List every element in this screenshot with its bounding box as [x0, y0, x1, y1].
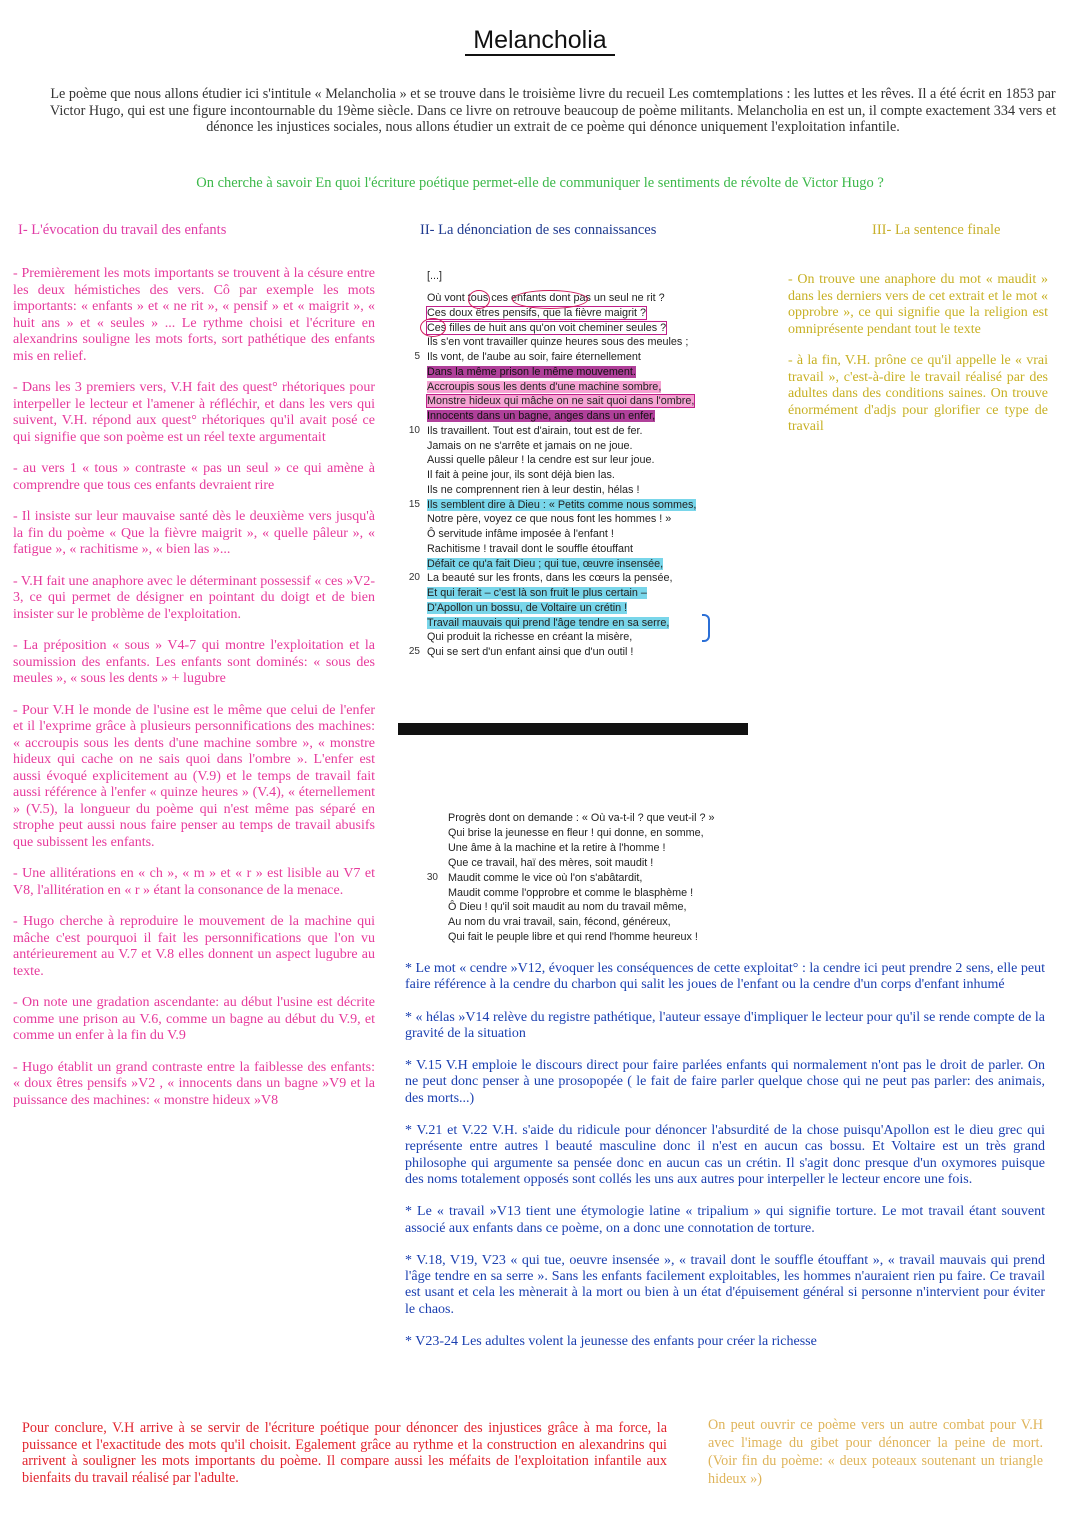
- poem-line: Où vont tous ces enfants dont pas un seul ne rit ?: [427, 292, 665, 304]
- introduction: Le poème que nous allons étudier ici s'intitule « Melancholia » et se trouve dans le troisième livre du recueil Les comtemplations : les luttes et les rêves. Il a été écrit en 1853 par Victor Hugo, qui est une figure incontournable du 19ème siècle. Dans ce livre on retrouve beaucoup de poème militants. Melancholia en est un, il compte exactement 334 vers et dénonce les injustices sociales, nous allons étudier un extrait de ce poème qui dénonce uniquement l'exploitation infantile.: [49, 86, 1057, 135]
- part-1-analysis: [13, 266, 375, 1124]
- poem-extract-1: [404, 270, 764, 670]
- poem-line: Ils ne comprennent rien à leur destin, hélas !: [427, 483, 640, 496]
- poem-line: Innocents dans un bagne, anges dans un enfer,: [427, 410, 656, 422]
- line-number: 20: [408, 572, 420, 584]
- poem-line: Défait ce qu'a fait Dieu ; qui tue, œuvre insensée,: [427, 557, 664, 570]
- analysis-paragraph: - Une allitérations en « ch », « m » et « r » est lisible au V7 et V8, l'allitération en « r » étant la consonance de la menace.: [13, 866, 375, 898]
- poem-line: La beauté sur les fronts, dans les cœurs la pensée,: [427, 572, 673, 585]
- conclusion: Pour conclure, V.H arrive à se servir de l'écriture poétique pour dénoncer des injustices grâce à ma force, la puissance et l'exactitude des mots qu'il choisit. Egalement grâce au rythme et la construction en alexandrins qui arrivent à souligner les mots importants du poème. Il compare aussi les méfaits de l'exploitation infantile aux bienfaits du travail réalisé par l'adulte.: [22, 1420, 667, 1486]
- poem-line: Ils vont, de l'aube au soir, faire éternellement: [427, 351, 641, 363]
- note-paragraph: * V23-24 Les adultes volent la jeunesse des enfants pour créer la richesse: [405, 1334, 817, 1350]
- poem-line: Que ce travail, haï des mères, soit maudit !: [448, 856, 654, 869]
- poem-line: Ils travaillent. Tout est d'airain, tout est de fer.: [427, 424, 643, 437]
- poem-line: Ces doux êtres pensifs, que la fièvre maigrit ?: [427, 306, 647, 319]
- analysis-paragraph: - Pour V.H le monde de l'usine est le même que celui de l'enfer et il l'exprime grâce à plusieurs personnifications des machines: « accroupis sous les dents d'une machine sombre », « monstre hideux qui cache on ne sais quoi dans l'ombre ». L'enfer est aussi évoqué explicitement au (V.9) et le temps de travail fait aussi référence à l'enfer « quinze heures » (V.4), « éternellement » (V.5), la longueur du poème qui n'est même pas séparé en strophe peut aussi nous faire penser au temps de travail abusifs que subissent les enfants.: [13, 702, 375, 850]
- problematic-question: On cherche à savoir En quoi l'écriture poétique permet-elle de communiquer le sentiments de révolte de Victor Hugo ?: [196, 175, 884, 191]
- poem-line: Ô Dieu ! qu'il soit maudit au nom du travail même,: [448, 901, 687, 914]
- line-number: 30: [426, 871, 438, 883]
- note-paragraph: * Le « travail »V13 tient une étymologie latine « tripalium » qui signifie torture. Le mot travail étant souvent associé aux enfants dans ce poème, on a donc une connotation de torture.: [405, 1204, 1045, 1236]
- opening: On peut ouvrir ce poème vers un autre combat pour V.H avec l'image du gibet pour dénoncer la peine de mort. (Voir fin du poème: « deux poteaux soutenant un triangle hideux »): [708, 1417, 1043, 1487]
- line-number: 10: [408, 424, 420, 436]
- heading-part-2: II- La dénonciation de ses connaissances: [420, 222, 657, 238]
- line-number: 15: [408, 498, 420, 510]
- poem-ellipsis: [...]: [427, 270, 442, 282]
- poem-line: Qui produit la richesse en créant la misère,: [427, 631, 633, 644]
- poem-line: Au nom du vrai travail, sain, fécond, généreux,: [448, 916, 671, 929]
- analysis-paragraph: - V.H fait une anaphore avec le déterminant possessif « ces »V2-3, ce qui permet de désigner en pointant du doigt et de bien insister sur le problème de l'exploitation.: [13, 573, 375, 622]
- poem-line: Ces filles de huit ans qu'on voit cheminer seules ?: [427, 321, 667, 334]
- poem-line: Qui fait le peuple libre et qui rend l'homme heureux !: [448, 931, 698, 944]
- poem-line: Notre père, voyez ce que nous font les hommes ! »: [427, 513, 672, 526]
- poem-line: Ô servitude infâme imposée à l'enfant !: [427, 528, 614, 540]
- heading-part-1: I- L'évocation du travail des enfants: [18, 222, 227, 238]
- poem-line: Monstre hideux qui mâche on ne sait quoi dans l'ombre,: [427, 395, 695, 408]
- analysis-paragraph: - au vers 1 « tous » contraste « pas un seul » ce qui amène à comprendre que tous ces enfants devraient rire: [13, 461, 375, 493]
- heading-part-3: III- La sentence finale: [872, 222, 1001, 238]
- line-number: 25: [408, 646, 420, 657]
- poem-line: Qui brise la jeunesse en fleur ! qui donne, en somme,: [448, 826, 704, 839]
- note-paragraph: * Le mot « cendre »V12, évoquer les conséquences de cette exploitat° : la cendre ici peut prendre 2 sens, elle peut faire référence à la cendre du charbon qui salit les joues de l'enfant ou la cendre d'un corps d'enfant inhumé: [405, 961, 1045, 993]
- line-number: 5: [414, 351, 420, 362]
- poem-line: Il fait à peine jour, ils sont déjà bien las.: [427, 469, 615, 481]
- analysis-paragraph: - On trouve une anaphore du mot « maudit » dans les derniers vers de cet extrait et le mot « opprobre », ce qui signifie que la religion est omniprésente pendant tout le texte: [788, 272, 1048, 337]
- annotation-bracket: [702, 614, 710, 642]
- analysis-paragraph: - Il insiste sur leur mauvaise santé dès le deuxième vers jusqu'à la fin du poème « Que la fièvre maigrit », « quelle pâleur », « fatigue », « rachitisme », « bien las »...: [13, 509, 375, 557]
- analysis-paragraph: - La préposition « sous » V4-7 qui montre l'exploitation et la soumission des enfants. Les enfants sont dominés: « sous des meules », « sous les dents » + lugubre: [13, 638, 375, 686]
- poem-line: Ils semblent dire à Dieu : « Petits comme nous sommes,: [427, 498, 697, 511]
- note-paragraph: * V.15 V.H emploie le discours direct pour faire parlées enfants qui normalement n'ont pas le droit de parler. On ne peut donc penser à une prosopopée ( le fait de faire parler quelque chose qui ne peut pas parler: des animais, des morts...): [405, 1058, 1045, 1106]
- poem-line: Maudit comme le vice où l'on s'abâtardit,: [448, 871, 643, 884]
- poem-extract-2: [422, 812, 782, 952]
- annotation-circle: [468, 290, 490, 309]
- annotation-circle: [512, 290, 588, 309]
- analysis-paragraph: - On note une gradation ascendante: au début l'usine est décrite comme une prison au V.6, comme un bagne au début du V.9, et comme un enfer à la fin du V.9: [13, 995, 375, 1043]
- poem-line: Travail mauvais qui prend l'âge tendre en sa serre,: [427, 616, 670, 629]
- poem-line: Jamais on ne s'arrête et jamais on ne joue.: [427, 439, 633, 452]
- analysis-paragraph: - à la fin, V.H. prône ce qu'il appelle le « vrai travail », c'est-à-dire le travail réalisé par des adultes dans des conditions saines. On trouve énormément d'adjs pour glorifier ce type de travail: [788, 353, 1048, 434]
- note-paragraph: * V.18, V19, V23 « qui tue, oeuvre insensée », « travail dont le souffle étouffant », « travail mauvais qui prend l'âge tendre en sa serre ». Sans les enfants facilement exploitables, les hommes n'auraient rien pu faire. Ce travail est usant et cela les mènerait à la mort ou bien à un état d'épuisement général si personne n'intervient pour éviter le chaos.: [405, 1252, 1045, 1317]
- note-paragraph: * V.21 et V.22 V.H. s'aide du ridicule pour dénoncer l'absurdité de la chose puisqu'Apollon est le dieu grec qui représente entre autres l beauté masculine donc il n'est en aucun cas bossu. Et Voltaire est un très grand philosophe qui argumente sa pensée donc en aucun cas un crétin. Il s'agit donc presque d'un oxymores puisque des noms totalement opposés sont collés les uns aux autres pour interpeller le lecteur encore une fois.: [405, 1123, 1045, 1187]
- poem-line: Aussi quelle pâleur ! la cendre est sur leur joue.: [427, 454, 655, 467]
- poem-line: Qui se sert d'un enfant ainsi que d'un outil !: [427, 646, 634, 658]
- poem-line: Dans la même prison le même mouvement.: [427, 365, 636, 378]
- annotation-circle: [420, 318, 446, 337]
- poem-line: Accroupis sous les dents d'une machine sombre,: [427, 380, 662, 393]
- redaction-bar: [398, 723, 748, 735]
- part-2-notes: [405, 961, 1045, 1366]
- poem-line: Et qui ferait – c'est là son fruit le plus certain –: [427, 587, 647, 599]
- poem-line: Ils s'en vont travailler quinze heures sous des meules ;: [427, 336, 689, 349]
- page-title: Melancholia: [0, 26, 1080, 55]
- part-3-analysis: [788, 272, 1048, 451]
- analysis-paragraph: - Dans les 3 premiers vers, V.H fait des quest° rhétoriques pour interpeller le lecteur et l'amener à réfléchir, et dans les vers qui suivent, V.H. répond aux quest° rhétoriques qu'il avait posé ce qui signifie que son poème est un réel texte argumentait: [13, 380, 375, 445]
- poem-line: Progrès dont on demande : « Où va-t-il ? que veut-il ? »: [448, 812, 715, 824]
- analysis-paragraph: - Hugo cherche à reproduire le mouvement de la machine qui mâche c'est pourquoi il fait les personnifications que l'on vu antérieurement au V.7 et V.8 elles donnent un aspect lugubre au texte.: [13, 914, 375, 979]
- analysis-paragraph: - Premièrement les mots importants se trouvent à la césure entre les deux hémistiches des vers. Cô par exemple les mots importants: « enfants » et « ne rit », « pensif » et « maigrit », « huit ans » et « seules » ... Le rythme choisi et l'écriture en alexandrins souligne les mots forts, sort pathétique des enfants mis en relief.: [13, 266, 375, 364]
- poem-line: D'Apollon un bossu, de Voltaire un crétin !: [427, 601, 628, 614]
- analysis-paragraph: - Hugo établit un grand contraste entre la faiblesse des enfants: « doux êtres pensifs »V2 , « innocents dans un bagne »V9 et la puissance des machines: « monstre hideux »V8: [13, 1059, 375, 1108]
- poem-line: Une âme à la machine et la retire à l'homme !: [448, 841, 666, 854]
- poem-line: Maudit comme l'opprobre et comme le blasphème !: [448, 886, 694, 899]
- poem-line: Rachitisme ! travail dont le souffle étouffant: [427, 542, 634, 555]
- note-paragraph: * « hélas »V14 relève du registre pathétique, l'auteur essaye d'impliquer le lecteur pour qu'il se rende compte de la gravité de la situation: [405, 1009, 1045, 1041]
